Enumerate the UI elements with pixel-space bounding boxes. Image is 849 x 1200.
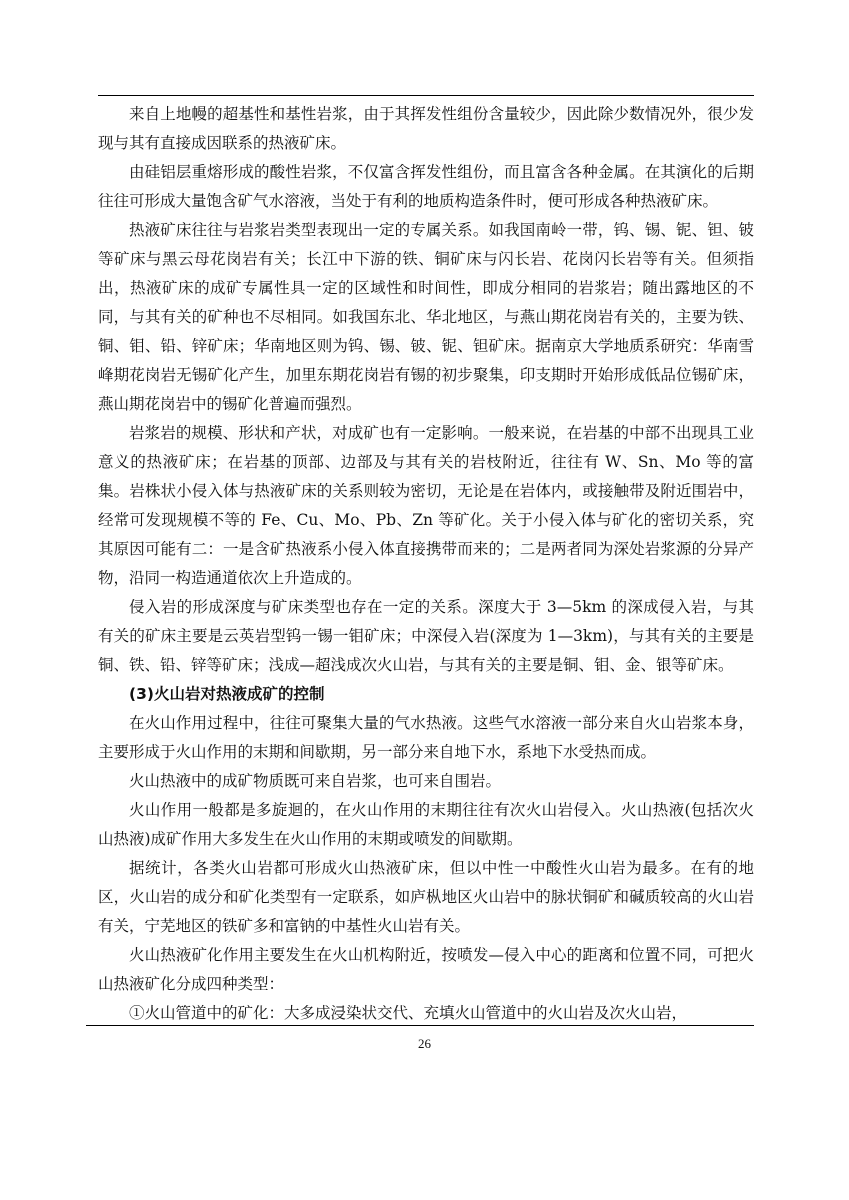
footer-rule [86, 1025, 754, 1026]
section-heading: (3)火山岩对热液成矿的控制 [129, 685, 325, 703]
paragraph: ①火山管道中的矿化：大多成浸染状交代、充填火山管道中的火山岩及次火山岩， [129, 1004, 688, 1022]
header-rule [98, 95, 754, 96]
paragraph: 来自上地幔的超基性和基性岩浆，由于其挥发性组份含量较少，因此除少数情况外，很少发现与其有直接成因联系的热液矿床。 [98, 105, 754, 152]
paragraph: 火山热液矿化作用主要发生在火山机构附近，按喷发—侵入中心的距离和位置不同，可把火山热液矿化分成四种类型： [98, 946, 754, 993]
paragraph: 岩浆岩的规模、形状和产状，对成矿也有一定影响。一般来说，在岩基的中部不出现具工业意义的热液矿床；在岩基的顶部、边部及与其有关的岩枝附近，往往有 W、Sn、Mo 等的富集。岩株状小侵入体与热液矿床的关系则较为密切，无论是在岩体内，或接触带及附近围岩中，经常可发现规模不等的 Fe、Cu、Mo、Pb、Zn 等矿化。关于小侵入体与矿化的密切关系，究其原因可能有二：一是含矿热液系小侵入体直接携带而来的；二是两者同为深处岩浆源的分异产物，沿同一构造通道依次上升造成的。 [98, 424, 754, 587]
paragraph: 据统计，各类火山岩都可形成火山热液矿床，但以中性一中酸性火山岩为最多。在有的地区，火山岩的成分和矿化类型有一定联系，如庐枞地区火山岩中的脉状铜矿和碱质较高的火山岩有关，宁芜地区的铁矿多和富钠的中基性火山岩有关。 [98, 859, 754, 935]
paragraph: 火山作用一般都是多旋迴的，在火山作用的末期往往有次火山岩侵入。火山热液(包括次火山热液)成矿作用大多发生在火山作用的末期或喷发的间歇期。 [98, 801, 754, 848]
paragraph: 热液矿床往往与岩浆岩类型表现出一定的专属关系。如我国南岭一带，钨、锡、铌、钽、铍等矿床与黑云母花岗岩有关；长江中下游的铁、铜矿床与闪长岩、花岗闪长岩等有关。但须指出，热液矿床的成矿专属性具一定的区域性和时间性，即成分相同的岩浆岩；随出露地区的不同，与其有关的矿种也不尽相同。如我国东北、华北地区，与燕山期花岗岩有关的，主要为铁、铜、钼、铅、锌矿床；华南地区则为钨、锡、铍、铌、钽矿床。据南京大学地质系研究：华南雪峰期花岗岩无锡矿化产生，加里东期花岗岩有锡的初步聚集，印支期时开始形成低品位锡矿床，燕山期花岗岩中的锡矿化普遍而强烈。 [98, 221, 754, 413]
page-number: 26 [418, 1036, 431, 1051]
body-text [98, 100, 754, 1028]
paragraph: 在火山作用过程中，往往可聚集大量的气水热液。这些气水溶液一部分来自火山岩浆本身，主要形成于火山作用的末期和间歇期，另一部分来自地下水，系地下水受热而成。 [98, 714, 754, 761]
paragraph: 火山热液中的成矿物质既可来自岩浆，也可来自围岩。 [129, 772, 502, 790]
paragraph: 由硅铝层重熔形成的酸性岩浆，不仅富含挥发性组份，而且富含各种金属。在其演化的后期往往可形成大量饱含矿气水溶液，当处于有利的地质构造条件时，便可形成各种热液矿床。 [98, 163, 754, 210]
paragraph: 侵入岩的形成深度与矿床类型也存在一定的关系。深度大于 3—5km 的深成侵入岩，与其有关的矿床主要是云英岩型钨一锡一钼矿床；中深侵入岩(深度为 1—3km)，与其有关的主要是铜、铁、铅、锌等矿床；浅成—超浅成次火山岩，与其有关的主要是铜、钼、金、银等矿床。 [98, 598, 754, 674]
